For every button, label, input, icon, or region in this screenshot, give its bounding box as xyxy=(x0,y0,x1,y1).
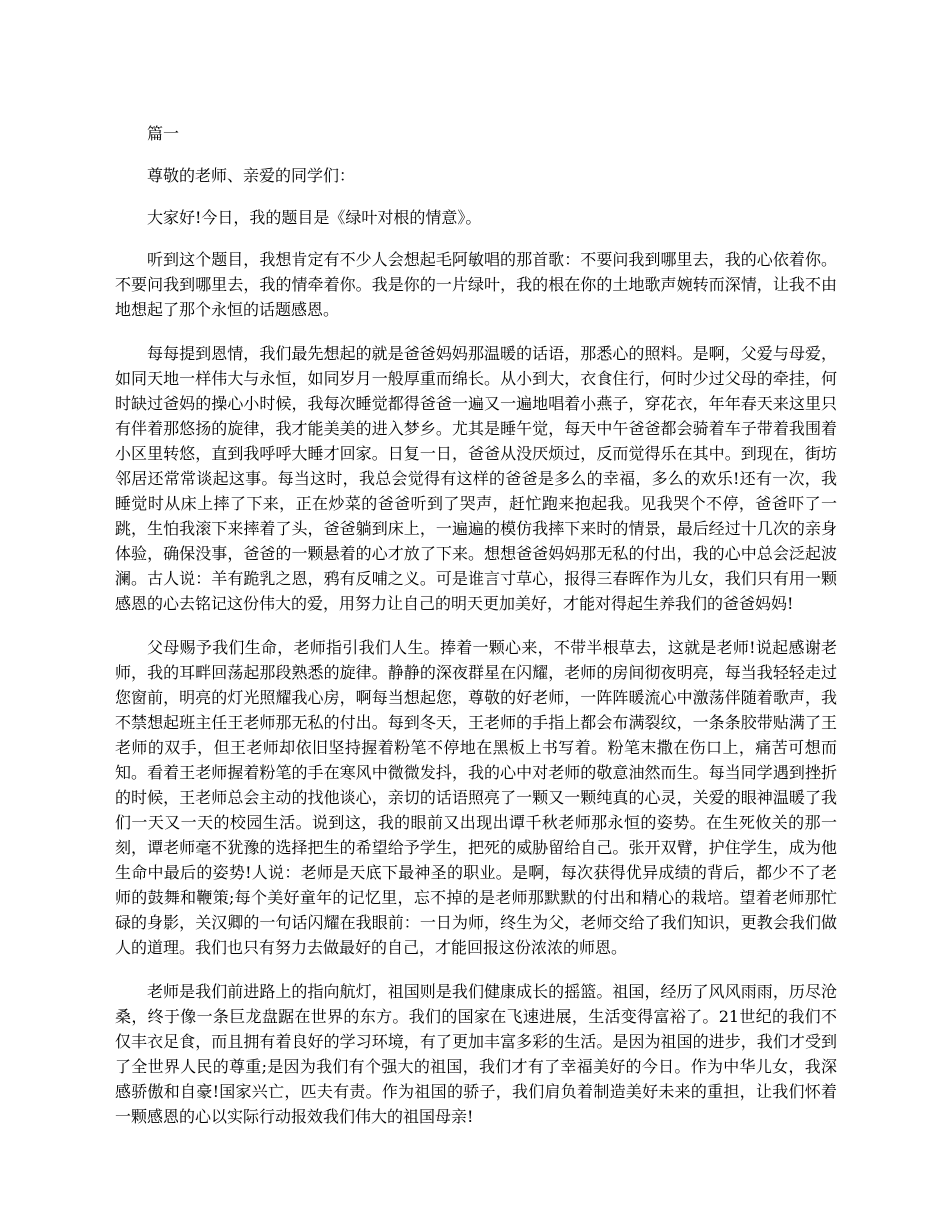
salutation: 尊敬的老师、亲爱的同学们： xyxy=(147,166,356,185)
paragraph-song: 听到这个题目，我想肯定有不少人会想起毛阿敏唱的那首歌：不要问我到哪里去，我的心依着你。不要问我到哪里去，我的情牵着你。我是你的一片绿叶，我的根在你的土地歌声婉转而深情，让我不由地想起了那个永恒的话题感恩。 xyxy=(115,250,837,319)
document-body xyxy=(115,121,837,1148)
paragraph-parents: 每每提到恩情，我们最先想起的就是爸爸妈妈那温暖的话语，那悉心的照料。是啊，父爱与母爱，如同天地一样伟大与永恒，如同岁月一般厚重而绵长。从小到大，衣食住行，何时少过父母的牵挂，何时缺过爸妈的操心小时候，我每次睡觉都得爸爸一遍又一遍地唱着小燕子，穿花衣，年年春天来这里只有伴着那悠扬的旋律，我才能美美的进入梦乡。尤其是睡午觉，每天中午爸爸都会骑着车子带着我围着小区里转悠，直到我呼呼大睡才回家。日复一日，爸爸从没厌烦过，反而觉得乐在其中。到现在，街坊邻居还常常谈起这事。每当这时，我总会觉得有这样的爸爸是多么的幸福，多么的欢乐!还有一次，我睡觉时从床上摔了下来，正在炒菜的爸爸听到了哭声，赶忙跑来抱起我。见我哭个不停，爸爸吓了一跳，生怕我滚下来摔着了头，爸爸躺到床上，一遍遍的模仿我摔下来时的情景，最后经过十几次的亲身体验，确保没事，爸爸的一颗悬着的心才放了下来。想想爸爸妈妈那无私的付出，我的心中总会泛起波澜。古人说：羊有跪乳之恩，鸦有反哺之义。可是谁言寸草心，报得三春晖作为儿女，我们只有用一颗感恩的心去铭记这份伟大的爱，用努力让自己的明天更加美好，才能对得起生养我们的爸爸妈妈! xyxy=(115,344,837,613)
paragraph-motherland: 老师是我们前进路上的指向航灯，祖国则是我们健康成长的摇篮。祖国，经历了风风雨雨，历尽沧桑，终于像一条巨龙盘踞在世界的东方。我们的国家在飞速进展，生活变得富裕了。21世纪的我们不仅丰衣足食，而且拥有着良好的学习环境，有了更加丰富多彩的生活。是因为祖国的进步，我们才受到了全世界人民的尊重;是因为我们有个强大的祖国，我们才有了幸福美好的今日。作为中华儿女，我深感骄傲和自豪!国家兴亡，匹夫有责。作为祖国的骄子，我们肩负着制造美好未来的重担，让我们怀着一颗感恩的心以实际行动报效我们伟大的祖国母亲! xyxy=(115,982,837,1126)
opening-line: 大家好!今日，我的题目是《绿叶对根的情意》。 xyxy=(147,208,482,227)
paragraph-teachers: 父母赐予我们生命，老师指引我们人生。捧着一颗心来，不带半根草去，这就是老师!说起感谢老师，我的耳畔回荡起那段熟悉的旋律。静静的深夜群星在闪耀，老师的房间彻夜明亮，每当我轻轻走过您窗前，明亮的灯光照耀我心房，啊每当想起您，尊敬的好老师，一阵阵暖流心中激荡伴随着歌声，我不禁想起班主任王老师那无私的付出。每到冬天，王老师的手指上都会布满裂纹，一条条胶带贴满了王老师的双手，但王老师却依旧坚持握着粉笔不停地在黑板上书写着。粉笔末撒在伤口上，痛苦可想而知。看着王老师握着粉笔的手在寒风中微微发抖，我的心中对老师的敬意油然而生。每当同学遇到挫折的时候，王老师总会主动的找他谈心，亲切的话语照亮了一颗又一颗纯真的心灵，关爱的眼神温暖了我们一天又一天的校园生活。说到这，我的眼前又出现出谭千秋老师那永恒的姿势。在生死攸关的那一刻，谭老师毫不犹豫的选择把生的希望给予学生，把死的威胁留给自己。张开双臂，护住学生，成为他生命中最后的姿势!人说：老师是天底下最神圣的职业。是啊，每次获得优异成绩的背后，都少不了老师的鼓舞和鞭策;每个美好童年的记忆里，忘不掉的是老师那默默的付出和精心的栽培。望着老师那忙碌的身影，关汉卿的一句话闪耀在我眼前：一日为师，终生为父，老师交给了我们知识，更教会我们做人的道理。我们也只有努力去做最好的自己，才能回报这份浓浓的师恩。 xyxy=(115,638,837,957)
section-heading: 篇一 xyxy=(147,124,180,143)
